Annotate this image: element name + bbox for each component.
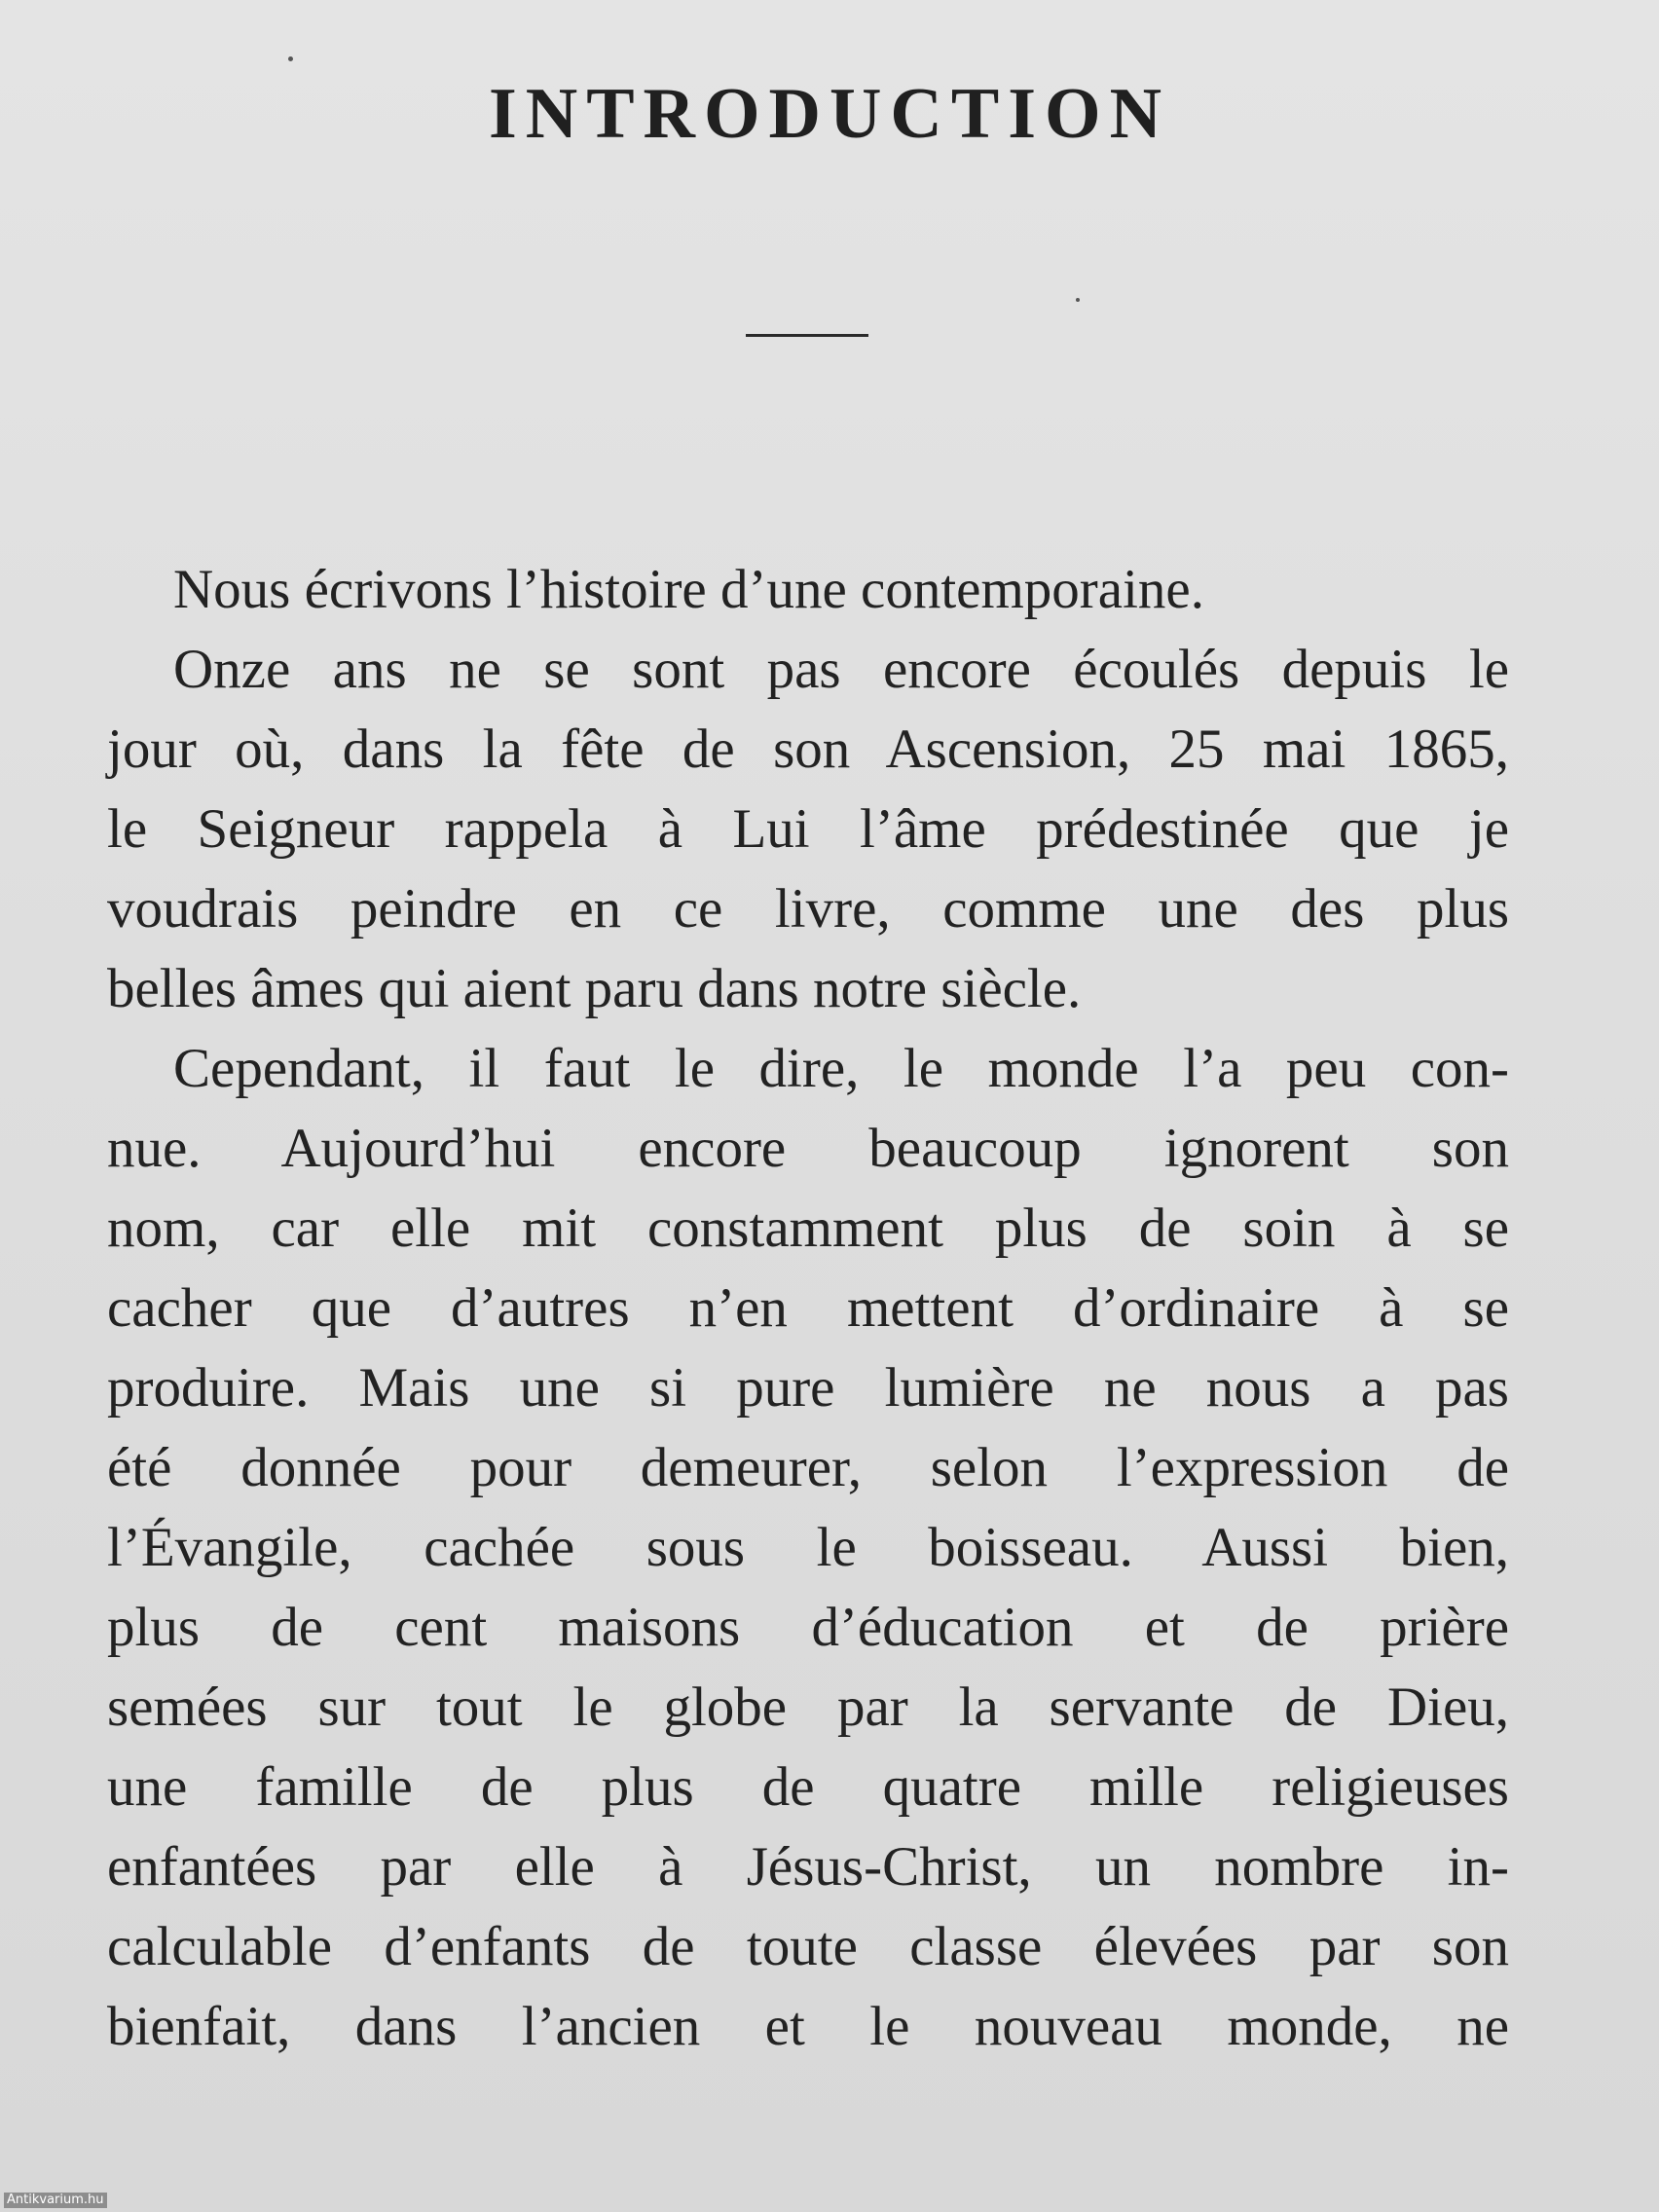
text-line: semées sur tout le globe par la servante de Dieu,	[107, 1677, 1509, 1738]
title-divider	[746, 334, 868, 337]
text-line: jour où, dans la fête de son Ascension, 25 mai 1865,	[107, 719, 1509, 780]
chapter-title: INTRODUCTION	[488, 74, 1171, 154]
text-line: plus de cent maisons d’éducation et de prière	[107, 1597, 1509, 1658]
text-line: bienfait, dans l’ancien et le nouveau monde, ne	[107, 1996, 1509, 2057]
text-line: cacher que d’autres n’en mettent d’ordinaire à se	[107, 1277, 1509, 1339]
print-speck	[288, 56, 293, 61]
text-line: calculable d’enfants de toute classe élevées par son	[107, 1916, 1509, 1977]
text-line: produire. Mais une si pure lumière ne nous a pas	[107, 1357, 1509, 1419]
text-line: Nous écrivons l’histoire d’une contemporaine.	[173, 559, 1204, 620]
text-line: nue. Aujourd’hui encore beaucoup ignorent son	[107, 1118, 1509, 1179]
body-text	[107, 550, 1509, 2067]
text-line: Onze ans ne se sont pas encore écoulés depuis le	[173, 639, 1509, 700]
text-line: le Seigneur rappela à Lui l’âme prédestinée que je	[107, 798, 1509, 860]
text-line: enfantées par elle à Jésus-Christ, un nombre in-	[107, 1836, 1509, 1898]
text-line: Cependant, il faut le dire, le monde l’a peu con-	[173, 1038, 1509, 1099]
text-line: l’Évangile, cachée sous le boisseau. Aussi bien,	[107, 1517, 1509, 1578]
text-line: été donnée pour demeurer, selon l’expression de	[107, 1437, 1509, 1498]
text-line: nom, car elle mit constamment plus de soin à se	[107, 1198, 1509, 1259]
print-speck	[1076, 298, 1080, 302]
text-line: voudrais peindre en ce livre, comme une des plus	[107, 878, 1509, 940]
text-line: belles âmes qui aient paru dans notre siècle.	[107, 958, 1082, 1019]
text-line: une famille de plus de quatre mille religieuses	[107, 1756, 1509, 1818]
watermark: Antikvarium.hu	[4, 2193, 107, 2208]
